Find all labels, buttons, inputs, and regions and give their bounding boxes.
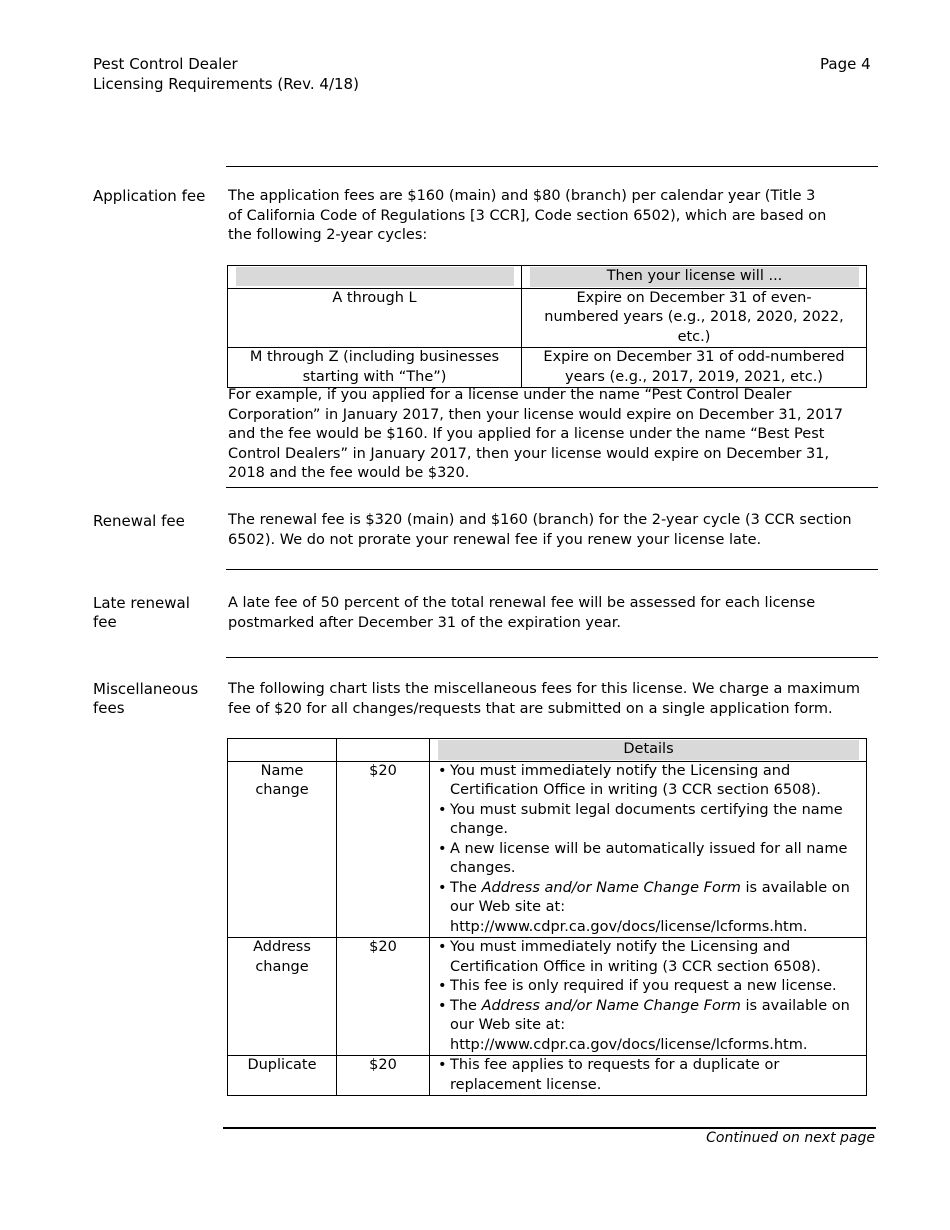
renewal-fee-text: The renewal fee is $320 (main) and $160 (branch) for the 2-year cycle (3 CCR section 6502). We do not prorate your renewal fee if you renew your license late. (228, 512, 852, 548)
fee-amount-cell: $20 (337, 761, 430, 938)
table-row (228, 348, 867, 388)
table-row (228, 761, 867, 938)
late-renewal-fee-label: Late renewal fee (93, 594, 190, 631)
list-item: • This fee is only required if you request a new license. (438, 977, 858, 997)
fee-name-cell: Address change (228, 938, 337, 1056)
fee-amount-cell: $20 (337, 938, 430, 1056)
table-header-cell: Then your license will ... (522, 266, 867, 289)
form-name: Address and/or Name Change Form (481, 997, 741, 1014)
fee-name-cell: Duplicate (228, 1056, 337, 1096)
list-item: • The Address and/or Name Change Form is available on our Web site at: http://www.cdpr.ca.gov/docs/license/lcforms.htm. (438, 879, 858, 938)
table-cell: Expire on December 31 of even-numbered years (e.g., 2018, 2020, 2022, etc.) (522, 288, 867, 348)
table-row (228, 1056, 867, 1096)
misc-fees-label: Miscellaneous fees (93, 680, 199, 717)
list-item: • You must immediately notify the Licensing and Certification Office in writing (3 CCR section 6508). (438, 938, 858, 977)
table-header-cell: Details (430, 739, 867, 762)
section-divider (226, 487, 878, 488)
license-cycle-table (227, 265, 867, 388)
table-header-row (228, 266, 867, 289)
table-row (228, 938, 867, 1056)
details-list (430, 938, 858, 1055)
list-item: • You must immediately notify the Licensing and Certification Office in writing (3 CCR section 6508). (438, 762, 858, 801)
section-divider (226, 569, 878, 570)
table-header-cell (337, 739, 430, 762)
table-header-cell (228, 266, 522, 289)
table-cell: M through Z (including businesses starting with “The”) (228, 348, 522, 388)
table-row (228, 288, 867, 348)
document-header (93, 54, 359, 94)
section-divider (226, 166, 878, 167)
application-fee-example: For example, if you applied for a license under the name “Pest Control Dealer Corporation” in January 2017, then your license would expire on December 31, 2017 and the fee would be $160. If you applied for a license under the name “Best Pest Control Dealers” in January 2017, then your license would expire on December 31, 2018 and the fee would be $320. (228, 387, 843, 481)
table-header-cell (228, 739, 337, 762)
list-item: • This fee applies to requests for a duplicate or replacement license. (438, 1056, 858, 1095)
header-title-line2: Licensing Requirements (Rev. 4/18) (93, 75, 359, 93)
fee-details-cell (430, 938, 867, 1056)
renewal-fee-label: Renewal fee (93, 512, 185, 530)
misc-fees-intro: The following chart lists the miscellaneous fees for this license. We charge a maximum fee of $20 for all changes/requests that are submitted on a single application form. (228, 681, 861, 717)
late-renewal-fee-text: A late fee of 50 percent of the total renewal fee will be assessed for each license postmarked after December 31 of the expiration year. (228, 595, 816, 631)
section-divider (226, 657, 878, 658)
fee-details-cell (430, 761, 867, 938)
table-header-row (228, 739, 867, 762)
misc-fees-table (227, 738, 867, 1096)
application-fee-intro: The application fees are $160 (main) and $80 (branch) per calendar year (Title 3 of California Code of Regulations [3 CCR], Code section 6502), which are based on the following 2-year cycles: (228, 188, 827, 243)
form-name: Address and/or Name Change Form (481, 879, 741, 896)
fee-amount-cell: $20 (337, 1056, 430, 1096)
list-item: • You must submit legal documents certifying the name change. (438, 801, 858, 840)
page-number: Page 4 (820, 55, 871, 73)
footer-divider (223, 1127, 876, 1129)
list-item: • A new license will be automatically issued for all name changes. (438, 840, 858, 879)
continued-note: Continued on next page (706, 1130, 875, 1146)
header-title-line1: Pest Control Dealer (93, 55, 238, 73)
table-cell: Expire on December 31 of odd-numbered years (e.g., 2017, 2019, 2021, etc.) (522, 348, 867, 388)
details-list (430, 762, 858, 938)
application-fee-label: Application fee (93, 187, 206, 205)
list-item: • The Address and/or Name Change Form is available on our Web site at: http://www.cdpr.ca.gov/docs/license/lcforms.htm. (438, 997, 858, 1056)
details-list (430, 1056, 858, 1095)
table-cell: A through L (228, 288, 522, 348)
fee-details-cell (430, 1056, 867, 1096)
fee-name-cell: Name change (228, 761, 337, 938)
